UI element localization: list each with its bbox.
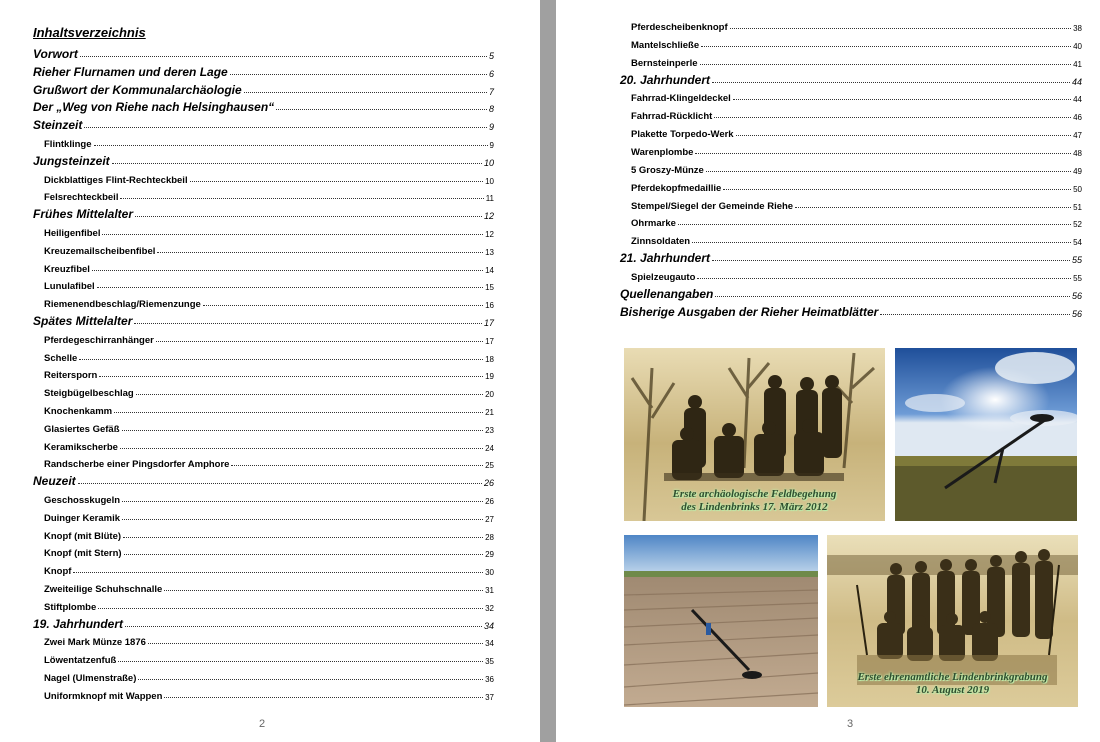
toc-leader-dots [92, 269, 483, 271]
toc-leader-dots [80, 55, 487, 57]
toc-entry-page: 46 [1073, 113, 1082, 123]
toc-entry-page: 10 [485, 176, 494, 186]
toc-entry-label: Warenplombe [631, 146, 694, 158]
toc-entry [33, 470, 494, 488]
toc-leader-dots [276, 108, 487, 110]
toc-entry-page: 5 [488, 51, 494, 61]
toc-entry [631, 211, 1082, 229]
toc-entry-label: Fahrrad-Rücklicht [631, 111, 713, 123]
toc-entry [44, 346, 494, 364]
toc-entry-page: 50 [1073, 184, 1082, 194]
toc-entry-page: 44 [1071, 76, 1082, 87]
toc-entry [44, 577, 494, 595]
photo-caption-2012 [624, 488, 885, 514]
toc-leader-dots [692, 241, 1071, 243]
toc-entry [631, 122, 1082, 140]
toc-entry [33, 43, 494, 61]
toc-entry [33, 79, 494, 97]
toc-entry [631, 176, 1082, 194]
toc-entry [631, 229, 1082, 247]
toc-entry-page: 38 [1073, 24, 1082, 33]
toc-entry [631, 86, 1082, 104]
toc-entry-page: 18 [485, 354, 494, 364]
toc-entry-label: Duinger Keramik [44, 512, 121, 524]
toc-leader-dots [880, 313, 1070, 315]
toc-leader-dots [712, 259, 1070, 261]
toc-entry-page: 28 [485, 532, 494, 542]
toc-entry-label: Zinnsoldaten [631, 236, 691, 248]
toc-entry-label: Felsrechteckbeil [44, 192, 119, 204]
toc-entry [33, 61, 494, 79]
toc-entry-page: 40 [1073, 41, 1082, 51]
toc-leader-dots [231, 464, 483, 466]
toc-entry-page: 48 [1073, 148, 1082, 158]
sky-photo-image [895, 348, 1077, 521]
page-right [556, 0, 1100, 742]
toc-entry [33, 310, 494, 328]
toc-entry [33, 150, 494, 168]
toc-leader-dots [122, 500, 483, 502]
toc-leader-dots [164, 696, 483, 698]
toc-entry [44, 239, 494, 257]
toc-leader-dots [730, 27, 1071, 29]
toc-entry [620, 69, 1082, 87]
photo-detector-sky [895, 348, 1077, 521]
toc-entry-page: 44 [1073, 95, 1082, 105]
toc-entry-label: Flintklinge [44, 139, 92, 150]
toc-entry-page: 7 [488, 86, 494, 97]
toc-entry [44, 221, 494, 239]
toc-entry [44, 524, 494, 542]
caption-line: des Lindenbrinks 17. März 2012 [681, 501, 828, 513]
toc-entry-page: 54 [1073, 238, 1082, 248]
toc-leader-dots [190, 180, 484, 182]
toc-entry-label: Steigbügelbeschlag [44, 388, 134, 400]
toc-leader-dots [157, 251, 483, 253]
toc-entry-label: Randscherbe einer Pingsdorfer Amphore [44, 459, 230, 471]
toc-leader-dots [122, 518, 483, 520]
toc-entry-label: Bernsteinperle [631, 57, 698, 69]
caption-line: Erste archäologische Feldbegehung [672, 488, 837, 500]
toc-entry [44, 417, 494, 435]
toc-entry [631, 15, 1082, 33]
toc-leader-dots [102, 233, 483, 235]
toc-entry-page: 52 [1073, 220, 1082, 230]
toc-leader-dots [135, 215, 482, 217]
toc-leader-dots [84, 126, 487, 128]
toc-entry [44, 684, 494, 702]
toc-leader-dots [244, 91, 487, 93]
toc-entry [44, 185, 494, 203]
toc-entry [44, 168, 494, 186]
toc-entry-label: Grußwort der Kommunalarchäologie [33, 82, 242, 97]
toc-entry-label: Neuzeit [33, 474, 76, 489]
toc-entry-page: 10 [483, 157, 494, 168]
toc-entry-page: 23 [485, 425, 494, 435]
toc-entry-label: Zweiteilige Schuhschnalle [44, 584, 163, 595]
toc-entry [44, 381, 494, 399]
toc-entry-page: 34 [485, 639, 494, 649]
toc-leader-dots [706, 170, 1071, 172]
toc-entry-page: 17 [485, 336, 494, 346]
toc-entry-label: Dickblattiges Flint-Rechteckbeil [44, 174, 188, 186]
toc-entry-page: 36 [485, 675, 494, 684]
toc-entry-label: Ohrmarke [631, 218, 676, 230]
toc-entry-label: Steinzeit [33, 118, 83, 133]
toc-entry [44, 292, 494, 310]
toc-entry-page: 34 [483, 620, 494, 631]
toc-leader-dots [123, 536, 483, 538]
toc-entry-label: Reitersporn [44, 370, 98, 382]
toc-entry-label: Heiligenfibel [44, 228, 101, 239]
toc-entry [620, 247, 1082, 265]
toc-entry-label: Nagel (Ulmenstraße) [44, 673, 137, 684]
toc-entry-page: 17 [483, 318, 494, 328]
toc-leader-dots [112, 162, 482, 164]
toc-entry-page: 8 [488, 104, 494, 115]
toc-entry [631, 33, 1082, 51]
toc-entry-label: Knopf (mit Blüte) [44, 530, 122, 542]
toc-entry-label: Der „Weg von Riehe nach Helsinghausen“ [33, 100, 275, 115]
toc-leader-dots [120, 197, 483, 199]
caption-line: Erste ehrenamtliche Lindenbrinkgrabung [857, 671, 1048, 683]
toc-entry [44, 399, 494, 417]
toc-leader-dots [700, 63, 1072, 65]
toc-leader-dots [148, 642, 483, 644]
toc-leader-dots [795, 206, 1071, 208]
toc-leader-dots [715, 295, 1070, 297]
toc-entry-label: Fahrrad-Klingeldeckel [631, 93, 731, 105]
toc-entry-page: 15 [485, 283, 494, 293]
toc-entry [44, 488, 494, 506]
page-gap [540, 0, 556, 742]
toc-entry-label: Zwei Mark Münze 1876 [44, 637, 146, 649]
toc-leader-dots [723, 188, 1071, 190]
toc-entry-page: 12 [485, 230, 494, 239]
toc-entry [631, 265, 1082, 283]
toc-entry-label: Spätes Mittelalter [33, 314, 133, 328]
photo-caption-2019 [827, 671, 1078, 697]
toc-entry-page: 37 [485, 692, 494, 702]
toc-entry-page: 41 [1073, 59, 1082, 69]
toc-entry-label: Löwentatzenfuß [44, 655, 117, 667]
toc-entry-page: 9 [489, 141, 494, 150]
toc-entry-label: 5 Groszy-Münze [631, 164, 704, 176]
toc-entry-page: 30 [485, 568, 494, 578]
toc-leader-dots [124, 553, 484, 555]
toc-leader-dots [122, 429, 484, 431]
toc-leader-dots [714, 116, 1071, 118]
toc-entry-label: Pferdescheibenknopf [631, 22, 728, 33]
toc-entry-label: Kreuzfibel [44, 263, 90, 275]
toc-leader-dots [120, 447, 483, 449]
toc-entry-label: 21. Jahrhundert [620, 251, 711, 266]
toc-entry-label: Geschosskugeln [44, 495, 121, 506]
toc-entry [631, 104, 1082, 122]
toc-leader-dots [733, 98, 1071, 100]
toc-entry-page: 55 [1073, 273, 1082, 283]
caption-line: 10. August 2019 [915, 684, 990, 696]
toc-entry-page: 24 [485, 443, 494, 453]
toc-entry-label: Uniformknopf mit Wappen [44, 690, 163, 702]
toc-entry [620, 301, 1082, 319]
toc-leader-dots [695, 152, 1071, 154]
toc-entry-label: Keramikscherbe [44, 441, 118, 453]
toc-entry-page: 14 [485, 265, 494, 275]
toc-entry [33, 203, 494, 221]
toc-entry-page: 35 [485, 657, 494, 667]
toc-leader-dots [138, 678, 483, 680]
toc-entry-page: 47 [1073, 131, 1082, 141]
toc-entry-page: 56 [1071, 290, 1082, 301]
toc-entry [44, 630, 494, 648]
toc-entry-label: Mantelschließe [631, 39, 700, 51]
toc-entry-page: 11 [485, 194, 494, 204]
toc-leader-dots [156, 340, 483, 342]
toc-entry-label: Kreuzemailscheibenfibel [44, 245, 156, 257]
toc-entry-label: Bisherige Ausgaben der Rieher Heimatblätter [620, 304, 879, 319]
toc-entry-page: 51 [1073, 202, 1082, 212]
toc-entry-label: Knochenkamm [44, 406, 113, 417]
toc-leader-dots [678, 223, 1071, 225]
toc-leader-dots [230, 73, 487, 75]
toc-entry [44, 559, 494, 577]
toc-leader-dots [97, 286, 483, 288]
toc-entry-page: 26 [483, 478, 494, 489]
toc-entry-label: 20. Jahrhundert [620, 72, 711, 87]
toc-leader-dots [701, 45, 1071, 47]
photo-detector-field [624, 535, 818, 707]
toc-entry [631, 158, 1082, 176]
toc-leader-dots [125, 625, 482, 627]
toc-leader-dots [98, 607, 483, 609]
toc-entry-page: 13 [485, 247, 494, 257]
toc-entry-label: Quellenangaben [620, 286, 714, 301]
toc-entry-page: 31 [485, 586, 494, 595]
toc-entry [44, 506, 494, 524]
toc-entry-label: Riemenendbeschlag/Riemenzunge [44, 299, 201, 311]
toc-leader-dots [134, 322, 482, 324]
toc-entry [44, 541, 494, 559]
toc-entry-label: Pferdegeschirranhänger [44, 334, 154, 346]
toc-leader-dots [697, 277, 1071, 279]
toc-entry-page: 25 [485, 461, 494, 471]
toc-entry-label: 19. Jahrhundert [33, 616, 124, 631]
toc-entry-label: Spielzeugauto [631, 271, 696, 283]
toc-entry [620, 283, 1082, 301]
toc-entry-page: 27 [485, 514, 494, 524]
toc-entry [44, 666, 494, 684]
toc-entry-page: 9 [488, 122, 494, 133]
toc-entry-page: 12 [483, 211, 494, 222]
toc-entry-page: 16 [485, 301, 494, 311]
toc-entry-label: Rieher Flurnamen und deren Lage [33, 64, 228, 79]
toc-leader-dots [73, 571, 483, 573]
toc-entry-label: Pferdekopfmedaillie [631, 182, 722, 194]
toc-entry [44, 363, 494, 381]
toc-leader-dots [94, 144, 488, 146]
toc-entry-page: 56 [1071, 308, 1082, 319]
toc-entry-label: Schelle [44, 352, 78, 364]
toc-entry-label: Plakette Torpedo-Werk [631, 129, 734, 141]
toc-entry-label: Knopf (mit Stern) [44, 548, 122, 560]
toc-leader-dots [79, 358, 483, 360]
toc-heading: Inhaltsverzeichnis [33, 25, 146, 40]
toc-leader-dots [736, 134, 1072, 136]
toc-entry-page: 32 [485, 603, 494, 613]
toc-entry-label: Stiftplombe [44, 601, 97, 613]
page-left [0, 0, 540, 742]
toc-entry-page: 49 [1073, 166, 1082, 176]
toc-entry-label: Frühes Mittelalter [33, 207, 134, 222]
toc-entry-page: 20 [485, 390, 494, 400]
toc-entry [44, 132, 494, 150]
photo-field-survey-group [624, 348, 885, 521]
toc-entry [33, 613, 494, 631]
toc-entry-page: 6 [488, 68, 494, 79]
toc-entry-page: 21 [485, 408, 494, 417]
toc-entry-label: Stempel/Siegel der Gemeinde Riehe [631, 200, 794, 212]
page-number-left: 2 [259, 718, 266, 730]
toc-entry-page: 26 [485, 497, 494, 506]
toc-entry-page: 55 [1071, 255, 1082, 266]
toc-entry-page: 29 [485, 550, 494, 560]
toc-entry [44, 452, 494, 470]
toc-entry [631, 194, 1082, 212]
toc-leader-dots [712, 81, 1070, 83]
toc-entry [44, 328, 494, 346]
field-photo-image [624, 535, 818, 707]
toc-entry-label: Vorwort [33, 47, 78, 61]
photo-excavation-group [827, 535, 1078, 707]
toc-entry [631, 140, 1082, 158]
toc-entry-label: Glasiertes Gefäß [44, 423, 120, 435]
toc-entry [631, 51, 1082, 69]
toc-entry [44, 435, 494, 453]
toc-entry [44, 595, 494, 613]
toc-entry-label: Lunulafibel [44, 281, 95, 293]
toc-entry [44, 648, 494, 666]
page-number-right: 3 [847, 718, 854, 730]
toc-leader-dots [136, 393, 483, 395]
toc-entry [44, 257, 494, 275]
toc-leader-dots [203, 304, 483, 306]
toc-leader-dots [164, 589, 483, 591]
toc-leader-dots [99, 375, 483, 377]
toc-entry [33, 114, 494, 132]
toc-leader-dots [78, 482, 482, 484]
toc-entry [33, 96, 494, 114]
toc-entry-label: Jungsteinzeit [33, 153, 110, 168]
toc-entry [44, 274, 494, 292]
toc-entry-page: 19 [485, 372, 494, 382]
toc-leader-dots [118, 660, 483, 662]
toc-leader-dots [114, 411, 483, 413]
toc-entry-label: Knopf [44, 566, 72, 578]
